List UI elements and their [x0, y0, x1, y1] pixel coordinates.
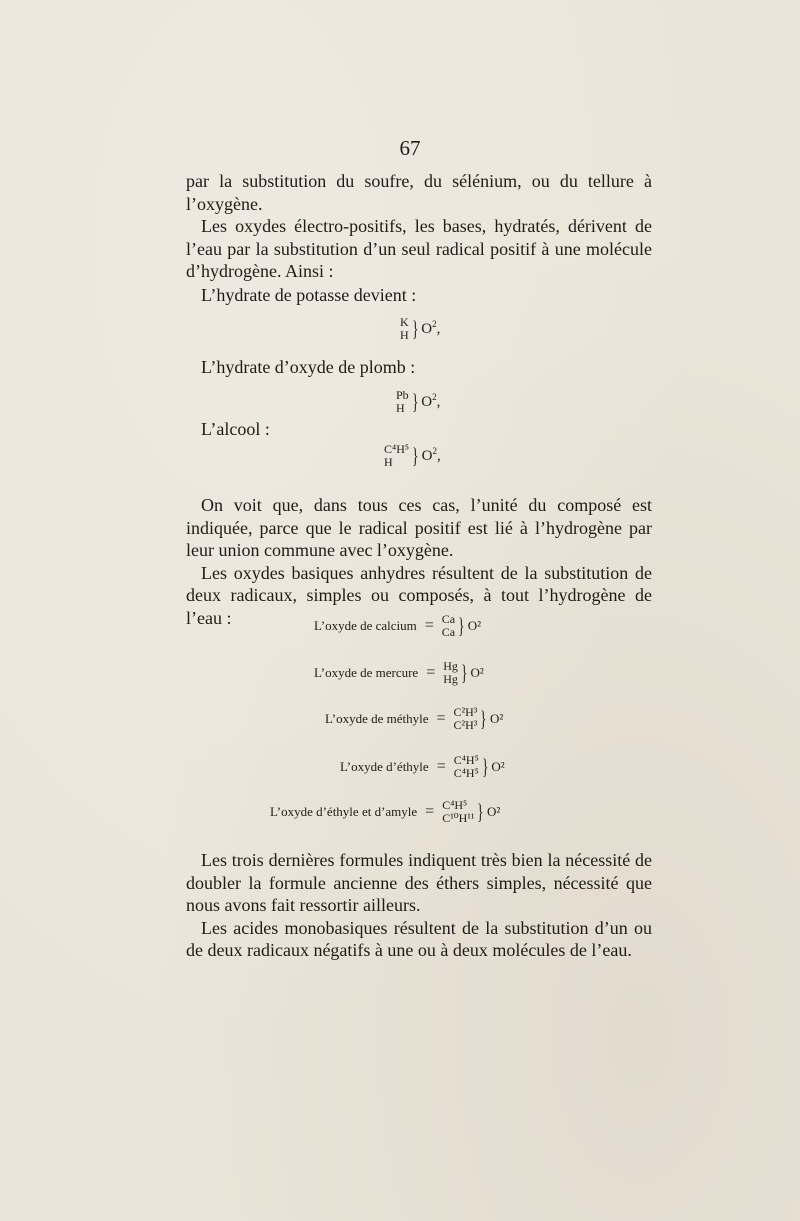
brace-icon: }: [411, 316, 419, 341]
equals-sign: =: [425, 803, 435, 820]
oxide-bottom: Ca: [441, 625, 456, 639]
oxide-row-methyle: [325, 706, 503, 732]
oxide-stack: [454, 754, 479, 780]
oxide-top: C⁴H⁵: [453, 753, 479, 767]
formula-tail: $O^2$,: [421, 391, 441, 410]
oxide-row-mercure: [314, 660, 484, 686]
formula-bottom: H: [396, 401, 405, 415]
oxide-name: L’oxyde d’éthyle et d’amyle: [270, 804, 418, 819]
closing-paragraph-2: Les acides monobasiques résultent de la substitution d’un ou de deux radicaux négatifs à une ou à deux molécules de l’eau.: [186, 917, 652, 960]
equals-sign: =: [436, 710, 446, 727]
formula-stack: [396, 389, 409, 415]
oxide-name: L’oxyde de mercure: [314, 665, 419, 680]
oxide-name: L’oxyde d’éthyle: [340, 759, 429, 774]
oxide-stack: [442, 613, 455, 639]
oxide-bottom: C⁴H⁵: [453, 766, 479, 780]
brace-icon: }: [458, 613, 465, 638]
closing-text: [186, 849, 652, 962]
brace-icon: }: [461, 660, 468, 685]
brace-icon: }: [477, 799, 484, 824]
oxide-tail: O²: [491, 759, 505, 774]
example-label-plomb: L’hydrate d’oxyde de plomb :: [201, 357, 416, 377]
oxide-name: L’oxyde de méthyle: [325, 711, 429, 726]
equals-sign: =: [426, 664, 436, 681]
brace-icon: }: [481, 754, 489, 779]
oxide-stack: [442, 799, 474, 825]
formula-plomb: [396, 389, 440, 415]
formula-top: C⁴H⁵: [384, 442, 410, 456]
formula-top: Pb: [396, 388, 409, 402]
oxide-top: C²H³: [453, 705, 478, 719]
oxide-top: Hg: [443, 659, 458, 673]
oxide-bottom: C²H³: [453, 718, 478, 732]
formula-bottom: H: [400, 328, 409, 342]
oxide-row-calcium: [314, 613, 481, 639]
oxide-name: L’oxyde de calcium: [314, 618, 417, 633]
formula-potasse: [400, 316, 440, 342]
intro-paragraph-2: Les oxydes électro-positifs, les bases, hydratés, dérivent de l’eau par la substitution d’un seul radical positif à une molécule d’hydrogène. Ainsi :: [186, 216, 652, 281]
closing-paragraph-1: Les trois dernières formules indiquent très bien la nécessité de doubler la formule ancienne des éthers simples, nécessité que nous avons fait ressortir ailleurs.: [186, 850, 652, 915]
oxide-tail: O²: [487, 804, 501, 819]
page-number: 67: [399, 136, 421, 160]
equals-sign: =: [424, 617, 434, 634]
intro-text: [186, 170, 652, 283]
oxide-tail: O²: [467, 618, 481, 633]
middle-text: [186, 494, 652, 629]
oxide-top: Ca: [441, 612, 456, 626]
oxide-row-ethyle-amyle: [270, 799, 500, 825]
oxide-tail: O²: [489, 711, 504, 726]
oxide-row-ethyle: [340, 754, 505, 780]
intro-paragraph-1: par la substitution du soufre, du sélénium, ou du tellure à l’oxygène.: [186, 171, 652, 214]
brace-icon: }: [412, 443, 419, 468]
middle-paragraph-2: Les oxydes basiques anhydres résultent de la substitution de deux radicaux, simples ou composés, à tout l’hydrogène de l’eau :: [186, 562, 652, 628]
oxide-stack: [443, 660, 458, 686]
formula-tail: $O^2$,: [421, 318, 441, 337]
example-label-potasse: L’hydrate de potasse devient :: [201, 285, 417, 305]
equals-sign: =: [436, 758, 446, 775]
formula-alcool: [384, 443, 441, 469]
formula-top: K: [400, 315, 409, 329]
oxide-bottom: C¹⁰H¹¹: [442, 811, 475, 825]
oxide-top: C⁴H⁵: [442, 798, 468, 812]
oxide-stack: [454, 706, 478, 732]
formula-bottom: H: [384, 455, 393, 469]
brace-icon: }: [480, 706, 487, 731]
brace-icon: }: [411, 389, 419, 414]
formula-tail: $O^2$,: [421, 445, 441, 464]
oxide-bottom: Hg: [443, 672, 458, 686]
formula-stack: [400, 316, 409, 342]
oxide-tail: O²: [470, 665, 484, 680]
example-label-alcool: L’alcool :: [201, 419, 270, 439]
formula-stack: [384, 443, 409, 469]
middle-paragraph-1: On voit que, dans tous ces cas, l’unité du composé est indiquée, parce que le radical positif est lié à l’hydrogène par leur union commune avec l’oxygène.: [186, 495, 652, 560]
